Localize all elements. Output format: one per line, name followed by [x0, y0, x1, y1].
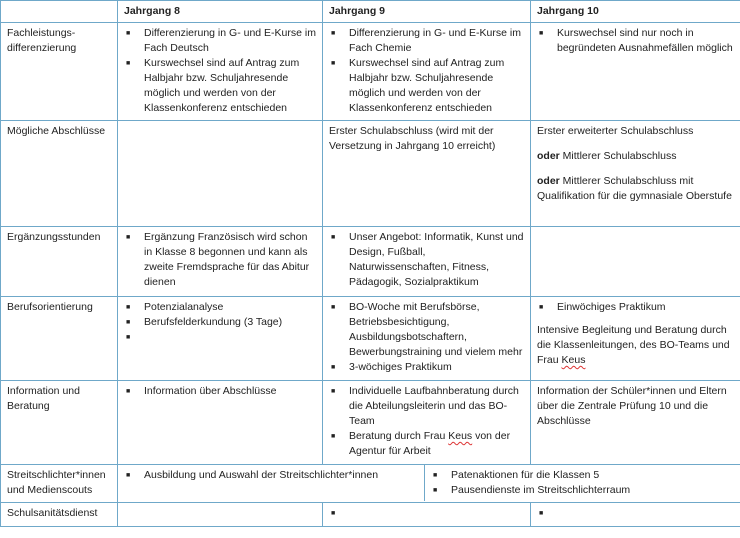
list-item: [124, 230, 316, 290]
cell-j10: [531, 381, 740, 465]
list-item-text: von der Agentur für Arbeit: [349, 430, 511, 457]
list-item: [124, 300, 316, 315]
list-item-text: Differenzierung in G- und E-Kurse im Fach Chemie: [349, 27, 521, 54]
bullet-icon: ■: [126, 304, 131, 311]
cell-j9: [323, 121, 531, 227]
bullet-list: [124, 230, 316, 290]
paragraph: Erster erweiterter Schulabschluss: [537, 125, 694, 137]
list-item: [329, 360, 524, 375]
header-jahrgang-8: Jahrgang 8: [118, 1, 323, 23]
row-label: Ergänzungsstunden: [1, 227, 118, 297]
bullet-icon: ■: [126, 388, 131, 395]
row-information-beratung: [1, 381, 740, 465]
paragraph: [537, 174, 734, 204]
cell-j10: [531, 503, 740, 527]
bullet-list: [537, 300, 734, 315]
bullet-icon: ■: [331, 234, 336, 241]
bullet-icon: ■: [126, 334, 131, 341]
row-label: Schulsanitätsdienst: [1, 503, 118, 527]
cell-j9: [323, 227, 531, 297]
cell-j10: [531, 121, 740, 227]
bullet-icon: ■: [539, 510, 544, 517]
bullet-icon: ■: [433, 472, 438, 479]
list-item: [124, 315, 316, 330]
list-item: [329, 506, 524, 521]
bullet-list: [329, 506, 524, 521]
bullet-list: [329, 26, 524, 116]
text: Mittlerer Schulabschluss: [559, 150, 677, 162]
row-label: Fachleistungs-differenzierung: [1, 23, 118, 121]
bullet-list: [329, 300, 524, 375]
header-jahrgang-10: Jahrgang 10: [531, 1, 740, 23]
bold-text: oder: [537, 150, 560, 162]
paragraph: [537, 323, 734, 368]
list-item-text: Einwöchiges Praktikum: [557, 301, 666, 313]
bold-text: oder: [537, 175, 560, 187]
list-item-text: Potenzialanalyse: [144, 301, 224, 313]
list-item: [124, 56, 316, 116]
bullet-list: [329, 384, 524, 459]
cell-text: Information der Schüler*innen und Eltern über die Zentrale Prüfung 10 und die Abschlüsse: [537, 385, 727, 427]
list-item-text: Berufsfelderkundung (3 Tage): [144, 316, 283, 328]
row-label: Mögliche Abschlüsse: [1, 121, 118, 227]
cell-j8: [118, 227, 323, 297]
list-item-text: BO-Woche mit Berufsbörse, Betriebsbesichtigung, Ausbildungsbotschaftern, Bewerbungstraining und vielem mehr: [349, 301, 523, 358]
cell-merged: [118, 465, 740, 503]
bullet-icon: ■: [539, 30, 544, 37]
bullet-icon: ■: [126, 30, 131, 37]
paragraph: [537, 149, 734, 164]
bullet-icon: ■: [126, 472, 131, 479]
bullet-icon: ■: [331, 388, 336, 395]
list-item: [329, 384, 524, 429]
list-item: [124, 384, 316, 399]
cell-j9: [323, 297, 531, 381]
list-item: [537, 506, 734, 521]
cell-j8: [118, 503, 323, 527]
bullet-list: [124, 300, 316, 345]
header-row: [1, 1, 740, 23]
row-schulsanitaetsdienst: [1, 503, 740, 527]
cell-j9: [323, 381, 531, 465]
list-item-text: Pausendienste im Streitschlichterraum: [451, 484, 631, 496]
cell-j8: [118, 23, 323, 121]
list-item-text: Information über Abschlüsse: [144, 385, 277, 397]
bullet-list: [537, 26, 734, 56]
bullet-icon: ■: [126, 319, 131, 326]
list-item: [431, 483, 734, 498]
list-item: [537, 26, 734, 56]
header-jahrgang-9: Jahrgang 9: [323, 1, 531, 23]
bullet-icon: ■: [126, 234, 131, 241]
cell-right: [425, 465, 740, 501]
list-item-text: Kurswechsel sind auf Antrag zum Halbjahr bzw. Schuljahresende möglich und werden von der Klassenkonferenz entschieden: [144, 57, 300, 114]
list-item: [124, 26, 316, 56]
cell-j9: [323, 503, 531, 527]
bullet-list: [124, 26, 316, 116]
list-item: [124, 468, 418, 483]
row-berufsorientierung: [1, 297, 740, 381]
list-item: [431, 468, 734, 483]
list-item-text: Beratung durch Frau: [349, 430, 449, 442]
list-item-text: Kurswechsel sind auf Antrag zum Halbjahr bzw. Schuljahresende möglich und werden von der Klassenkonferenz entschieden: [349, 57, 505, 114]
bullet-icon: ■: [539, 304, 544, 311]
list-item: [329, 300, 524, 360]
bullet-icon: ■: [331, 304, 336, 311]
bullet-icon: ■: [331, 433, 336, 440]
list-item: [329, 429, 524, 459]
name-text: Keus: [448, 430, 473, 442]
list-item-text: 3-wöchiges Praktikum: [349, 361, 452, 373]
bullet-list: [124, 384, 316, 399]
bullet-list: [431, 468, 734, 498]
list-item-text: Kurswechsel sind nur noch in begründeten Ausnahmefällen möglich: [557, 27, 733, 54]
bullet-icon: ■: [331, 30, 336, 37]
cell-j10: [531, 23, 740, 121]
row-abschluesse: [1, 121, 740, 227]
list-item-text: Individuelle Laufbahnberatung durch die Abteilungsleiterin und das BO-Team: [349, 385, 519, 427]
row-label: Streitschlichter*innen und Medienscouts: [1, 465, 118, 503]
cell-j8: [118, 121, 323, 227]
row-label: Berufsorientierung: [1, 297, 118, 381]
bullet-list: [124, 468, 418, 483]
text: Mittlerer Schulabschluss mit Qualifikation für die gymnasiale Oberstufe: [537, 175, 732, 202]
bullet-icon: ■: [331, 60, 336, 67]
header-empty: [1, 1, 118, 23]
name-text: Keus: [561, 354, 586, 366]
list-item: [329, 230, 524, 290]
cell-j10: [531, 227, 740, 297]
list-item-text: Differenzierung in G- und E-Kurse im Fach Deutsch: [144, 27, 316, 54]
row-ergaenzungsstunden: [1, 227, 740, 297]
bullet-icon: ■: [126, 60, 131, 67]
bullet-list: [329, 230, 524, 290]
bullet-list: [537, 506, 734, 521]
row-fachleistungsdifferenzierung: [1, 23, 740, 121]
list-item: [329, 56, 524, 116]
row-streitschlichter: [1, 465, 740, 503]
bullet-icon: ■: [331, 510, 336, 517]
list-item: [329, 26, 524, 56]
cell-j9: [323, 23, 531, 121]
cell-j8: [118, 297, 323, 381]
cell-j8: [118, 381, 323, 465]
bullet-icon: ■: [331, 364, 336, 371]
text: Intensive Begleitung und Beratung durch die Klassenleitungen, des BO-Teams und Frau: [537, 324, 730, 366]
bullet-icon: ■: [433, 487, 438, 494]
list-item-text: Unser Angebot: Informatik, Kunst und Design, Fußball, Naturwissenschaften, Fitness, Pädagogik, Sozialpraktikum: [349, 231, 524, 288]
row-label: Information und Beratung: [1, 381, 118, 465]
list-item: [537, 300, 734, 315]
cell-text: Erster Schulabschluss (wird mit der Versetzung in Jahrgang 10 erreicht): [329, 125, 496, 152]
list-item-text: Ausbildung und Auswahl der Streitschlichter*innen: [144, 469, 379, 481]
list-item-text: Ergänzung Französisch wird schon in Klasse 8 begonnen und kann als zweite Fremdsprache für das Abitur dienen: [144, 231, 310, 288]
cell-left: [118, 465, 425, 501]
cell-j10: [531, 297, 740, 381]
list-item-text: Patenaktionen für die Klassen 5: [451, 469, 600, 481]
list-item: [124, 330, 316, 345]
